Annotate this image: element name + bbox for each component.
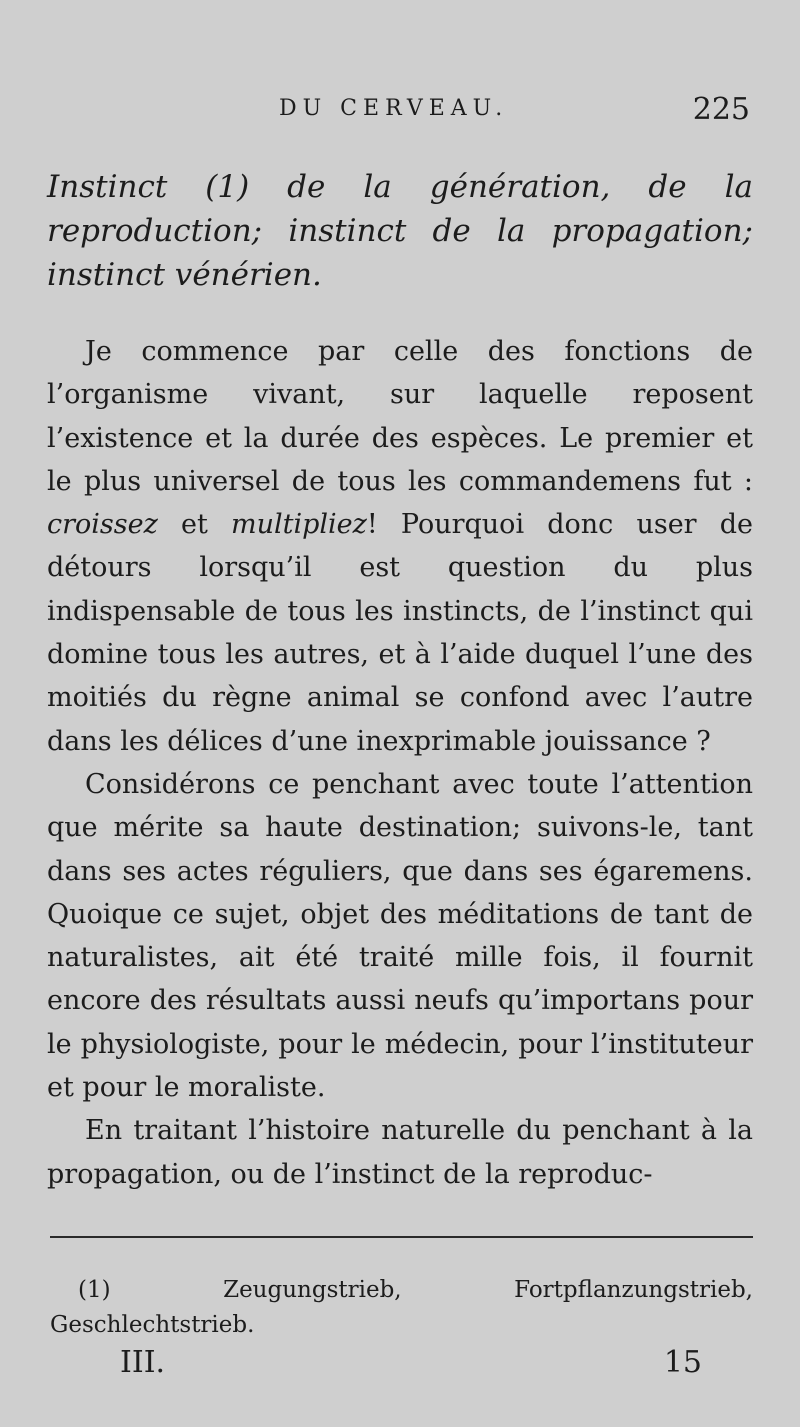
footnote-divider [50, 1236, 753, 1238]
signature-line [0, 1345, 800, 1385]
paragraph-text: ! Pourquoi donc user de détours lorsqu’il est question du plus indispensable de tous les instincts, de l’instinct qui domine tous les autres, et à l’aide duquel l’une des moitiés du règne animal se confond avec l’autre dans les délices d’une inexprimable jouissance ? [47, 509, 753, 757]
running-title: DU CERVEAU. [279, 96, 509, 121]
section-heading: Instinct (1) de la génération, de la reproduction; instinct de la propagation; instinct vénérien. [47, 169, 753, 293]
paragraph: En traitant l’histoire naturelle du penchant à la propagation, ou de l’instinct de la reproduc- [47, 1115, 753, 1190]
italic-term: croissez [47, 509, 158, 541]
paragraph [47, 330, 753, 763]
paragraph-text: Je commence par celle des fonctions de l’organisme vivant, sur laquelle reposent l’existence et la durée des espèces. Le premier et le plus universel de tous les commandemens fut : [47, 336, 753, 497]
body-text [47, 330, 753, 1196]
footnote [50, 1273, 753, 1343]
paragraph-text: et [157, 509, 231, 541]
running-head [0, 92, 800, 132]
footnote-text: (1) Zeugungstrieb, Fortpflanzungstrieb, Geschlechtstrieb. [50, 1277, 753, 1338]
page-number: 225 [692, 92, 750, 127]
sheet-mark: 15 [663, 1345, 702, 1380]
italic-term: multipliez [231, 509, 367, 541]
paragraph: Considérons ce penchant avec toute l’attention que mérite sa haute destination; suivons-le, tant dans ses actes réguliers, que dans ses égaremens. Quoique ce sujet, objet des méditations de tant de naturalistes, ait été traité mille fois, il fournit encore des résultats aussi neufs qu’importans pour le physiologiste, pour le médecin, pour l’instituteur et pour le moraliste. [47, 768, 753, 1104]
volume-mark: III. [120, 1345, 166, 1380]
